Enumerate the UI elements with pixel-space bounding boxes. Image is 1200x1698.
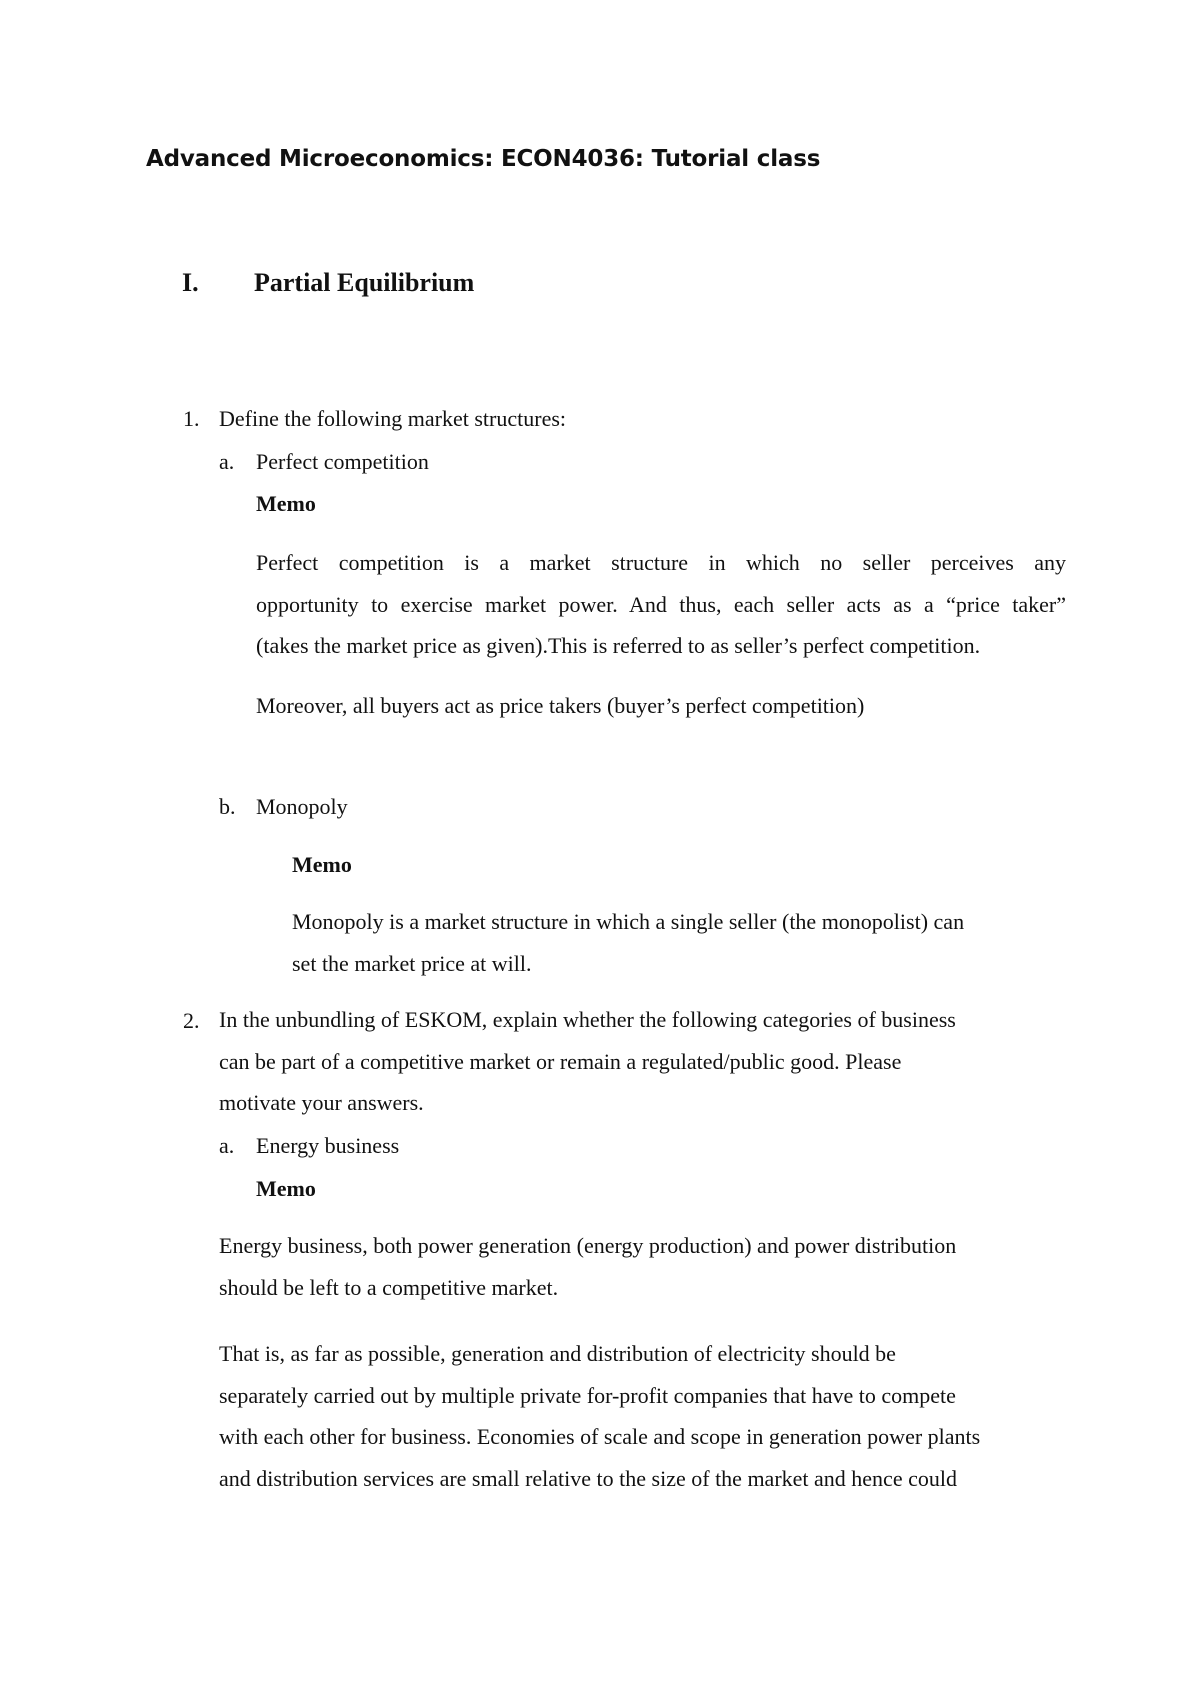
section-title: Partial Equilibrium — [254, 268, 475, 297]
q1-number: 1. — [183, 406, 200, 431]
q2-line: In the unbundling of ESKOM, explain whether the following categories of business — [219, 1007, 956, 1032]
memo-line: and distribution services are small relative to the size of the market and hence could — [219, 1465, 957, 1491]
memo-line: with each other for business. Economies of scale and scope in generation power plants — [219, 1424, 981, 1449]
q2-line: can be part of a competitive market or remain a regulated/public good. Please — [219, 1048, 902, 1074]
memo-line: Perfect competition is a market structure in which no seller perceives any — [256, 550, 1066, 575]
memo-line: Energy business, both power generation (energy production) and power distribution — [219, 1233, 957, 1258]
memo-paragraph — [292, 901, 1072, 984]
q1-text: Define the following market structures: — [219, 406, 567, 431]
q1b-label: b. — [219, 794, 236, 819]
memo-heading: Memo — [256, 1176, 316, 1201]
q2a-text: Energy business — [256, 1133, 400, 1158]
q1a-label: a. — [219, 449, 235, 474]
q2-number: 2. — [183, 1008, 200, 1033]
memo-line: opportunity to exercise market power. And thus, each seller acts as a “price taker” — [256, 591, 1066, 617]
memo-paragraph — [219, 1225, 1089, 1308]
q2-line: motivate your answers. — [219, 1090, 424, 1115]
q1b-text: Monopoly — [256, 794, 348, 819]
memo-line: Monopoly is a market structure in which a single seller (the monopolist) can — [292, 909, 965, 934]
memo-line: (takes the market price as given).This is referred to as seller’s perfect competition. — [256, 633, 981, 658]
memo-paragraph: Moreover, all buyers act as price takers (buyer’s perfect competition) — [256, 693, 865, 718]
memo-line: That is, as far as possible, generation and distribution of electricity should be — [219, 1341, 896, 1366]
memo-line: separately carried out by multiple private for-profit companies that have to compete — [219, 1382, 956, 1408]
memo-paragraph — [256, 542, 1066, 667]
memo-paragraph — [219, 1333, 1089, 1499]
document-title: Advanced Microeconomics: ECON4036: Tutorial class — [146, 146, 821, 172]
q1a-text: Perfect competition — [256, 449, 429, 474]
memo-line: should be left to a competitive market. — [219, 1274, 559, 1300]
q2a-label: a. — [219, 1133, 235, 1158]
memo-heading: Memo — [256, 491, 316, 516]
section-number: I. — [182, 268, 199, 297]
memo-line: set the market price at will. — [292, 950, 532, 976]
q2-text — [219, 999, 1079, 1124]
memo-heading: Memo — [292, 852, 352, 877]
